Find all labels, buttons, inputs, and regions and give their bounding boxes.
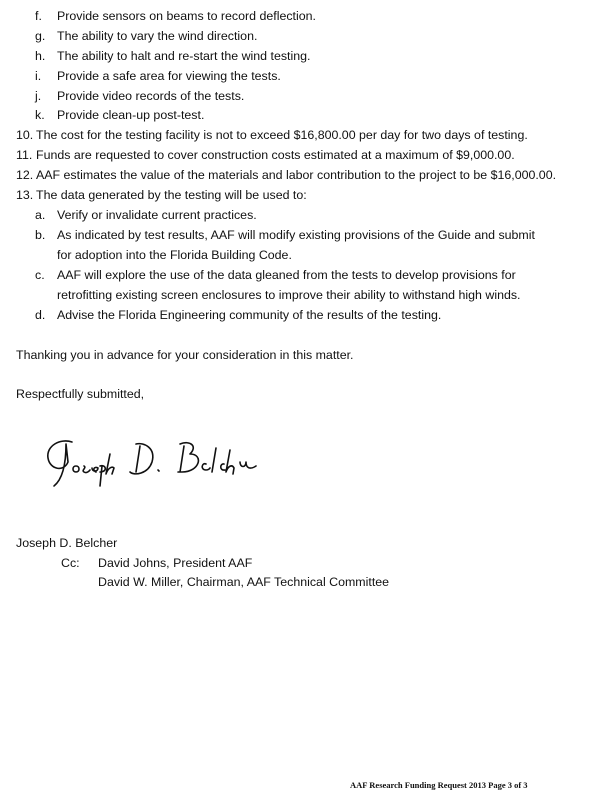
list-item: i. Provide a safe area for viewing the tests. [35,69,281,83]
list-item: d. Advise the Florida Engineering community of the results of the testing. [35,308,442,322]
numbered-item: 11. Funds are requested to cover construction costs estimated at a maximum of $9,000.00. [16,148,515,162]
list-item: f. Provide sensors on beams to record deflection. [35,9,316,23]
cc-recipient: David Johns, President AAF [98,556,253,570]
list-item: j. Provide video records of the tests. [35,89,245,103]
cc-recipient: David W. Miller, Chairman, AAF Technical Committee [98,575,390,589]
page-footer: AAF Research Funding Request 2013 Page 3 of 3 [350,780,528,790]
numbered-item: 10. The cost for the testing facility is not to exceed $16,800.00 per day for two days of testing. [16,128,528,142]
list-item-continuation: for adoption into the Florida Building Code. [57,248,292,262]
signatory-name: Joseph D. Belcher [16,536,118,550]
list-item: h. The ability to halt and re-start the wind testing. [35,49,311,63]
closing-thanks: Thanking you in advance for your consideration in this matter. [16,348,354,362]
list-item-continuation: retrofitting existing screen enclosures to improve their ability to withstand high winds. [57,288,521,302]
svg-text:Joseph D. Belcher: Joseph D. Belcher [40,490,49,491]
handwritten-signature [40,432,265,492]
list-item: k. Provide clean-up post-test. [35,108,205,122]
list-item: a. Verify or invalidate current practices. [35,208,257,222]
list-item: c. AAF will explore the use of the data gleaned from the tests to develop provisions for [35,268,516,282]
numbered-item: 13. The data generated by the testing will be used to: [16,188,307,202]
list-item: b. As indicated by test results, AAF will modify existing provisions of the Guide and submit [35,228,535,242]
cc-label: Cc: [61,556,80,570]
numbered-item: 12. AAF estimates the value of the materials and labor contribution to the project to be $16,000.00. [16,168,557,182]
closing-respectfully: Respectfully submitted, [16,387,145,401]
list-item: g. The ability to vary the wind direction. [35,29,258,43]
